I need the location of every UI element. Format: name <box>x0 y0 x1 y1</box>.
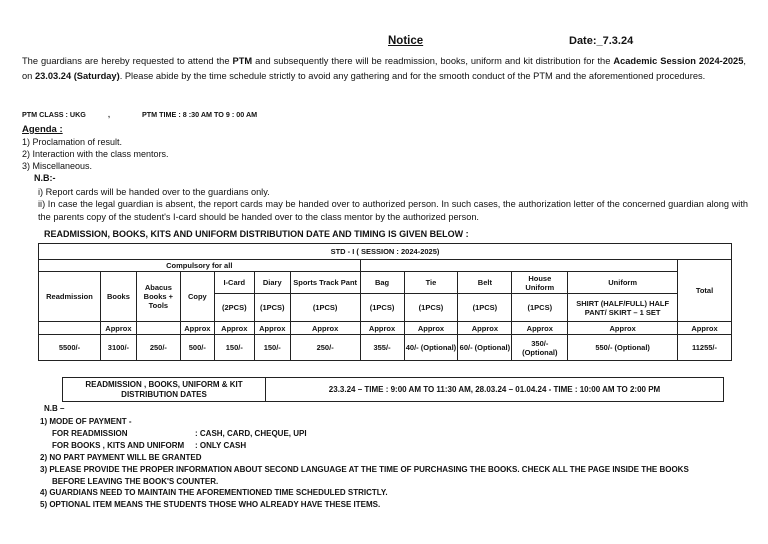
table-heading: READMISSION, BOOKS, KITS AND UNIFORM DISTRIBUTION DATE AND TIMING IS GIVEN BELOW : <box>44 229 469 239</box>
intro-ptm: PTM <box>232 56 253 66</box>
approx-empty <box>136 322 180 335</box>
approx-cell: Approx <box>678 322 732 335</box>
agenda-list <box>22 136 169 173</box>
value-abacus: 250/- <box>136 335 180 361</box>
intro-text-2: and subsequently there will be readmission, books, uniform and kit distribution for the <box>252 56 614 66</box>
nb-title: N.B:- <box>34 173 56 183</box>
header-abacus: Abacus Books + Tools <box>136 272 180 322</box>
agenda-title: Agenda : <box>22 124 63 135</box>
intro-text-4: . Please abide by the time schedule strictly to avoid any gathering and for the smooth conduct of the PTM and the aforementioned procedures. <box>119 70 706 81</box>
intro-text-1: The guardians are hereby requested to attend the <box>22 56 233 66</box>
agenda-item: 2) Interaction with the class mentors. <box>22 149 169 160</box>
qty-icard: (2PCS) <box>214 294 254 322</box>
compulsory-header: Compulsory for all <box>39 260 361 272</box>
value-diary: 150/- <box>254 335 290 361</box>
header-tie: Tie <box>404 272 458 294</box>
approx-cell: Approx <box>404 322 458 335</box>
nb2-item: 5) OPTIONAL ITEM MEANS THE STUDENTS THOSE WHO ALREADY HAVE THESE ITEMS. <box>40 500 381 510</box>
approx-cell: Approx <box>458 322 512 335</box>
ptm-separator: , <box>108 110 110 119</box>
header-icard: I-Card <box>214 272 254 294</box>
header-sports: Sports Track Pant <box>290 272 360 294</box>
value-books: 3100/- <box>100 335 136 361</box>
value-total: 11255/- <box>678 335 732 361</box>
distribution-box <box>62 377 724 402</box>
distribution-dates: 23.3.24 – TIME : 9:00 AM TO 11:30 AM, 28.03.24 – 01.04.24 - TIME : 10:00 AM TO 2:00 PM <box>328 385 661 394</box>
ptm-class: PTM CLASS : UKG <box>22 110 86 119</box>
payment-readmission-row <box>40 428 740 440</box>
approx-cell: Approx <box>214 322 254 335</box>
header-books: Books <box>100 272 136 322</box>
payment-books-row <box>40 440 740 452</box>
table-caption: STD - I ( SESSION : 2024-2025) <box>39 244 732 260</box>
approx-cell: Approx <box>360 322 404 335</box>
nb-item: i) Report cards will be handed over to the guardians only. <box>38 187 270 197</box>
qty-house: (1PCS) <box>512 294 568 322</box>
approx-cell: Approx <box>512 322 568 335</box>
nb2-item: BEFORE LEAVING THE BOOK'S COUNTER. <box>52 476 219 486</box>
header-house: House Uniform <box>512 272 568 294</box>
qty-sports: (1PCS) <box>290 294 360 322</box>
payment-mode-title: 1) MODE OF PAYMENT - <box>40 417 132 426</box>
approx-cell: Approx <box>180 322 214 335</box>
header-diary: Diary <box>254 272 290 294</box>
header-bag: Bag <box>360 272 404 294</box>
value-readmission: 5500/- <box>39 335 101 361</box>
intro-session: Academic Session 2024-2025 <box>613 56 744 66</box>
intro-paragraph <box>22 54 746 83</box>
payment-books-label: FOR BOOKS , KITS AND UNIFORM <box>52 440 185 450</box>
nb2-item: 2) NO PART PAYMENT WILL BE GRANTED <box>40 452 202 462</box>
value-icard: 150/- <box>214 335 254 361</box>
header-readmission: Readmission <box>39 272 101 322</box>
header-total: Total <box>678 260 732 322</box>
approx-cell: Approx <box>254 322 290 335</box>
value-uniform: 550/- (Optional) <box>568 335 678 361</box>
nb-item: ii) In case the legal guardian is absent, the report cards may be handed over to authorized person. In such cases, the authorization letter of the concerned guardian along with the parents copy of the student's I-card should be handed over to the class mentor by the authorized person. <box>38 199 748 222</box>
value-belt: 60/- (Optional) <box>458 335 512 361</box>
header-uniform: Uniform <box>568 272 678 294</box>
qty-diary: (1PCS) <box>254 294 290 322</box>
ptm-info <box>22 110 257 119</box>
intro-date: 23.03.24 (Saturday) <box>34 70 120 81</box>
qty-belt: (1PCS) <box>458 294 512 322</box>
value-sports: 250/- <box>290 335 360 361</box>
notice-title: Notice <box>388 35 424 47</box>
payment-books-value: : ONLY CASH <box>195 440 247 450</box>
approx-cell: Approx <box>568 322 678 335</box>
value-tie: 40/- (Optional) <box>404 335 458 361</box>
intro-text-3: , on <box>22 56 746 81</box>
approx-cell: Approx <box>290 322 360 335</box>
nb2-item: 4) GUARDIANS NEED TO MAINTAIN THE AFOREMENTIONED TIME SCHEDULED STRICTLY. <box>40 488 388 498</box>
qty-bag: (1PCS) <box>360 294 404 322</box>
nb2-list <box>40 416 740 511</box>
approx-empty <box>39 322 101 335</box>
value-bag: 355/- <box>360 335 404 361</box>
nb2-item: 3) PLEASE PROVIDE THE PROPER INFORMATION ABOUT SECOND LANGUAGE AT THE TIME OF PURCHASING THE BOOKS. CHECK ALL THE PAGE INSIDE THE BOOKS <box>40 464 689 474</box>
header-belt: Belt <box>458 272 512 294</box>
payment-readmission-label: FOR READMISSION <box>52 428 128 438</box>
nb2-title: N.B – <box>44 404 65 413</box>
payment-readmission-value: : CASH, CARD, CHEQUE, UPI <box>195 428 307 438</box>
value-copy: 500/- <box>180 335 214 361</box>
empty-cell <box>360 260 677 272</box>
fee-table <box>38 243 732 361</box>
ptm-time: PTM TIME : 8 :30 AM TO 9 : 00 AM <box>142 110 258 119</box>
qty-uniform: SHIRT (HALF/FULL) HALF PANT/ SKIRT – 1 SET <box>568 294 678 322</box>
distribution-label: READMISSION , BOOKS, UNIFORM & KIT DISTRIBUTION DATES <box>63 378 266 401</box>
nb-list <box>38 186 748 223</box>
approx-cell: Approx <box>100 322 136 335</box>
qty-tie: (1PCS) <box>404 294 458 322</box>
notice-date: Date:_7.3.24 <box>569 35 634 47</box>
agenda-item: 3) Miscellaneous. <box>22 161 93 172</box>
agenda-item: 1) Proclamation of result. <box>22 137 123 147</box>
value-house: 350/- (Optional) <box>512 335 568 361</box>
header-copy: Copy <box>180 272 214 322</box>
